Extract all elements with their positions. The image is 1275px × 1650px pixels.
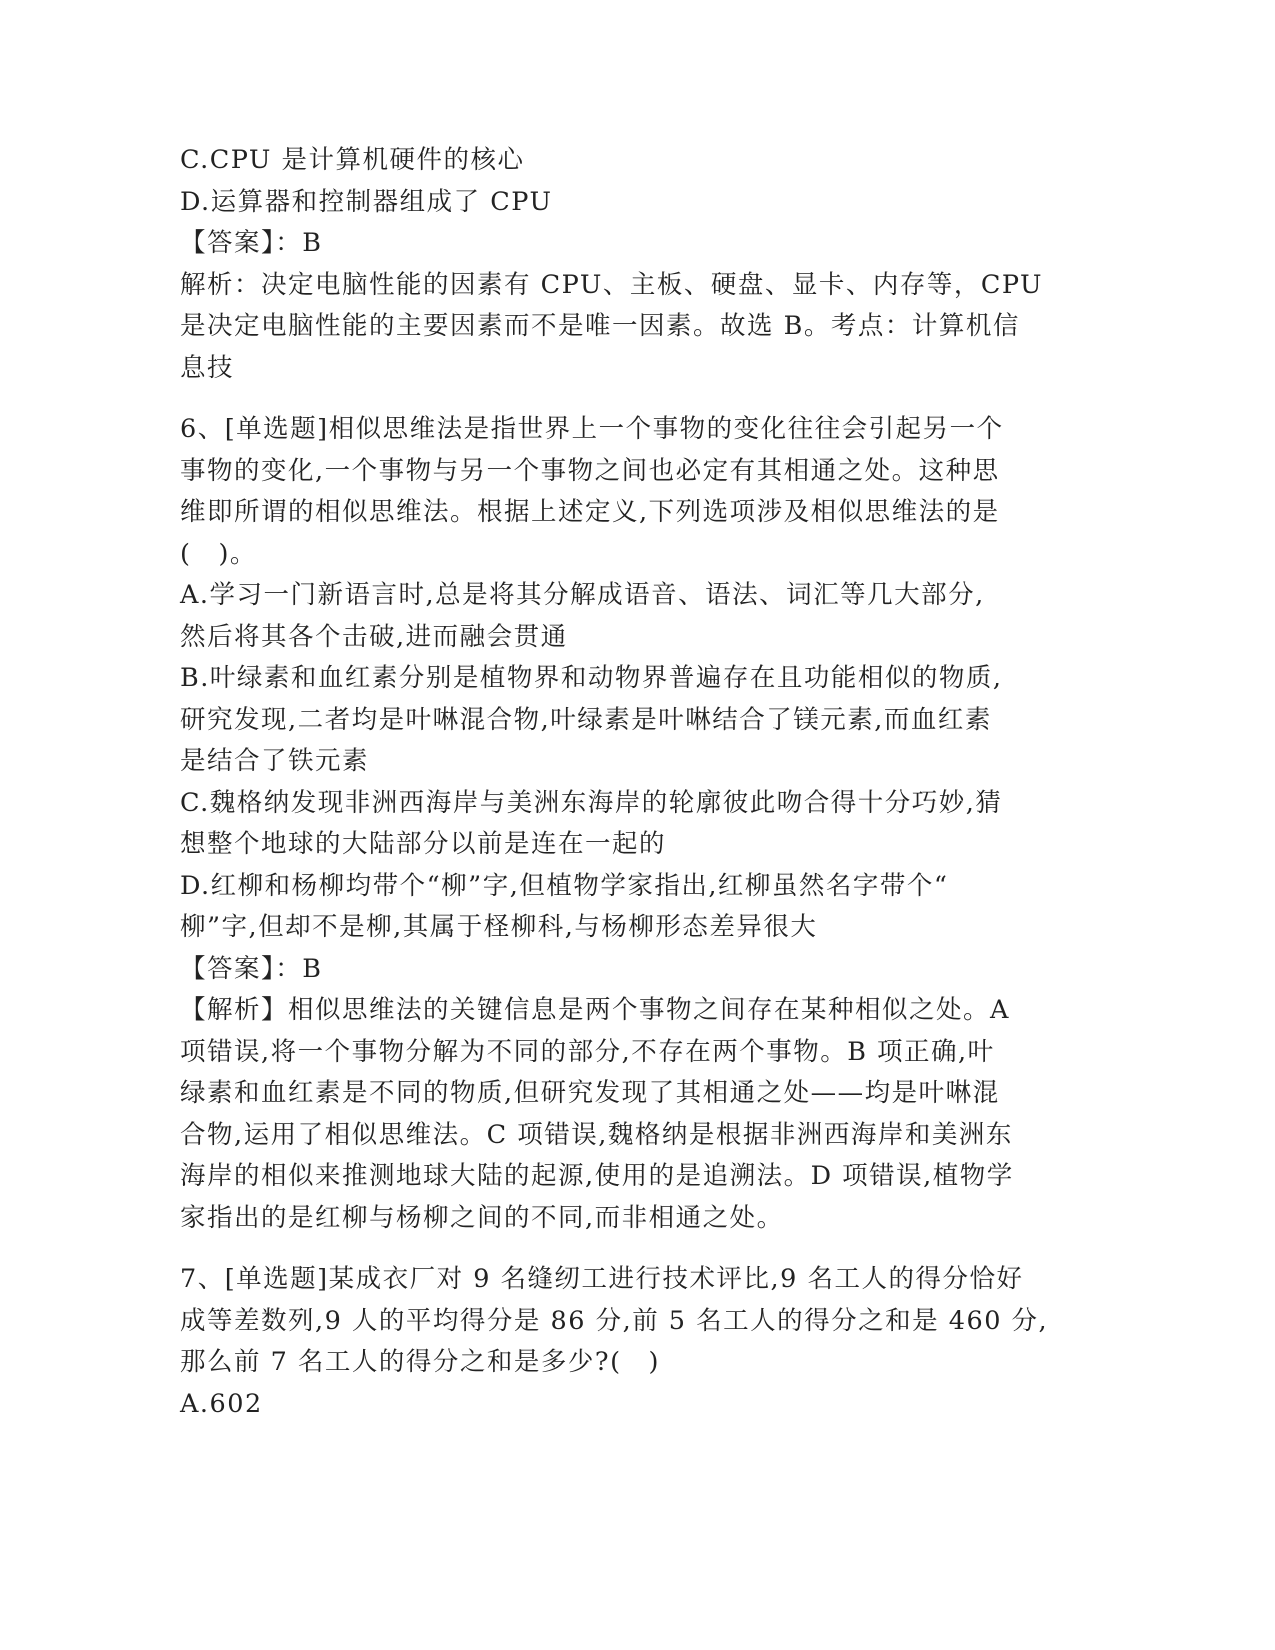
text-line: 想整个地球的大陆部分以前是连在一起的 — [180, 829, 667, 859]
text-line: 绿素和血红素是不同的物质,但研究发现了其相通之处——均是叶啉混 — [180, 1078, 1000, 1108]
text-line: A.602 — [180, 1388, 263, 1419]
text-line: 然后将其各个击破,进而融会贯通 — [180, 621, 568, 652]
text-line: 7、[单选题]某成衣厂对 9 名缝纫工进行技术评比,9 名工人的得分恰好 — [180, 1264, 1024, 1294]
text-line: 海岸的相似来推测地球大陆的起源,使用的是追溯法。D 项错误,植物学 — [180, 1161, 1014, 1191]
document-page — [180, 140, 1049, 1425]
text-line: 解析：决定电脑性能的因素有 CPU、主板、硬盘、显卡、内存等，CPU — [180, 269, 1044, 300]
text-line: 息技 — [180, 352, 235, 383]
text-line: 成等差数列,9 人的平均得分是 86 分,前 5 名工人的得分之和是 460 分, — [180, 1305, 1049, 1336]
text-line: 6、[单选题]相似思维法是指世界上一个事物的变化往往会引起另一个 — [180, 414, 1004, 444]
text-line: 【答案】：B — [180, 953, 323, 984]
text-line: 合物,运用了相似思维法。C 项错误,魏格纳是根据非洲西海岸和美洲东 — [180, 1119, 1013, 1150]
text-line: 是结合了铁元素 — [180, 746, 370, 776]
text-line: D.运算器和控制器组成了 CPU — [180, 186, 553, 217]
text-line: 项错误,将一个事物分解为不同的部分,不存在两个事物。B 项正确,叶 — [180, 1036, 995, 1067]
text-line: 【解析】相似思维法的关键信息是两个事物之间存在某种相似之处。A — [180, 995, 1010, 1025]
text-line: 那么前 7 名工人的得分之和是多少?( ) — [180, 1347, 661, 1377]
text-line: ( )。 — [180, 538, 257, 569]
text-line: 柳”字,但却不是柳,其属于柽柳科,与杨柳形态差异很大 — [180, 912, 818, 942]
text-line: A.学习一门新语言时,总是将其分解成语音、语法、词汇等几大部分, — [180, 580, 985, 610]
text-line: C.魏格纳发现非洲西海岸与美洲东海岸的轮廓彼此吻合得十分巧妙,猜 — [180, 787, 1003, 818]
text-line: 家指出的是红柳与杨柳之间的不同,而非相通之处。 — [180, 1202, 784, 1233]
text-line: D.红柳和杨柳均带个“柳”字,但植物学家指出,红柳虽然名字带个“ — [180, 870, 949, 901]
text-line: 【答案】：B — [180, 228, 323, 258]
text-line: 是决定电脑性能的主要因素而不是唯一因素。故选 B。考点：计算机信 — [180, 311, 1020, 341]
paragraph-gap — [180, 1239, 1040, 1259]
paragraph-gap — [180, 389, 1040, 409]
text-line: C.CPU 是计算机硬件的核心 — [180, 145, 525, 175]
text-line: 研究发现,二者均是叶啉混合物,叶绿素是叶啉结合了镁元素,而血红素 — [180, 704, 992, 735]
text-line: 维即所谓的相似思维法。根据上述定义,下列选项涉及相似思维法的是 — [180, 497, 1000, 527]
text-line: B.叶绿素和血红素分别是植物界和动物界普遍存在且功能相似的物质, — [180, 663, 1003, 693]
text-line: 事物的变化,一个事物与另一个事物之间也必定有其相通之处。这种思 — [180, 455, 1000, 486]
